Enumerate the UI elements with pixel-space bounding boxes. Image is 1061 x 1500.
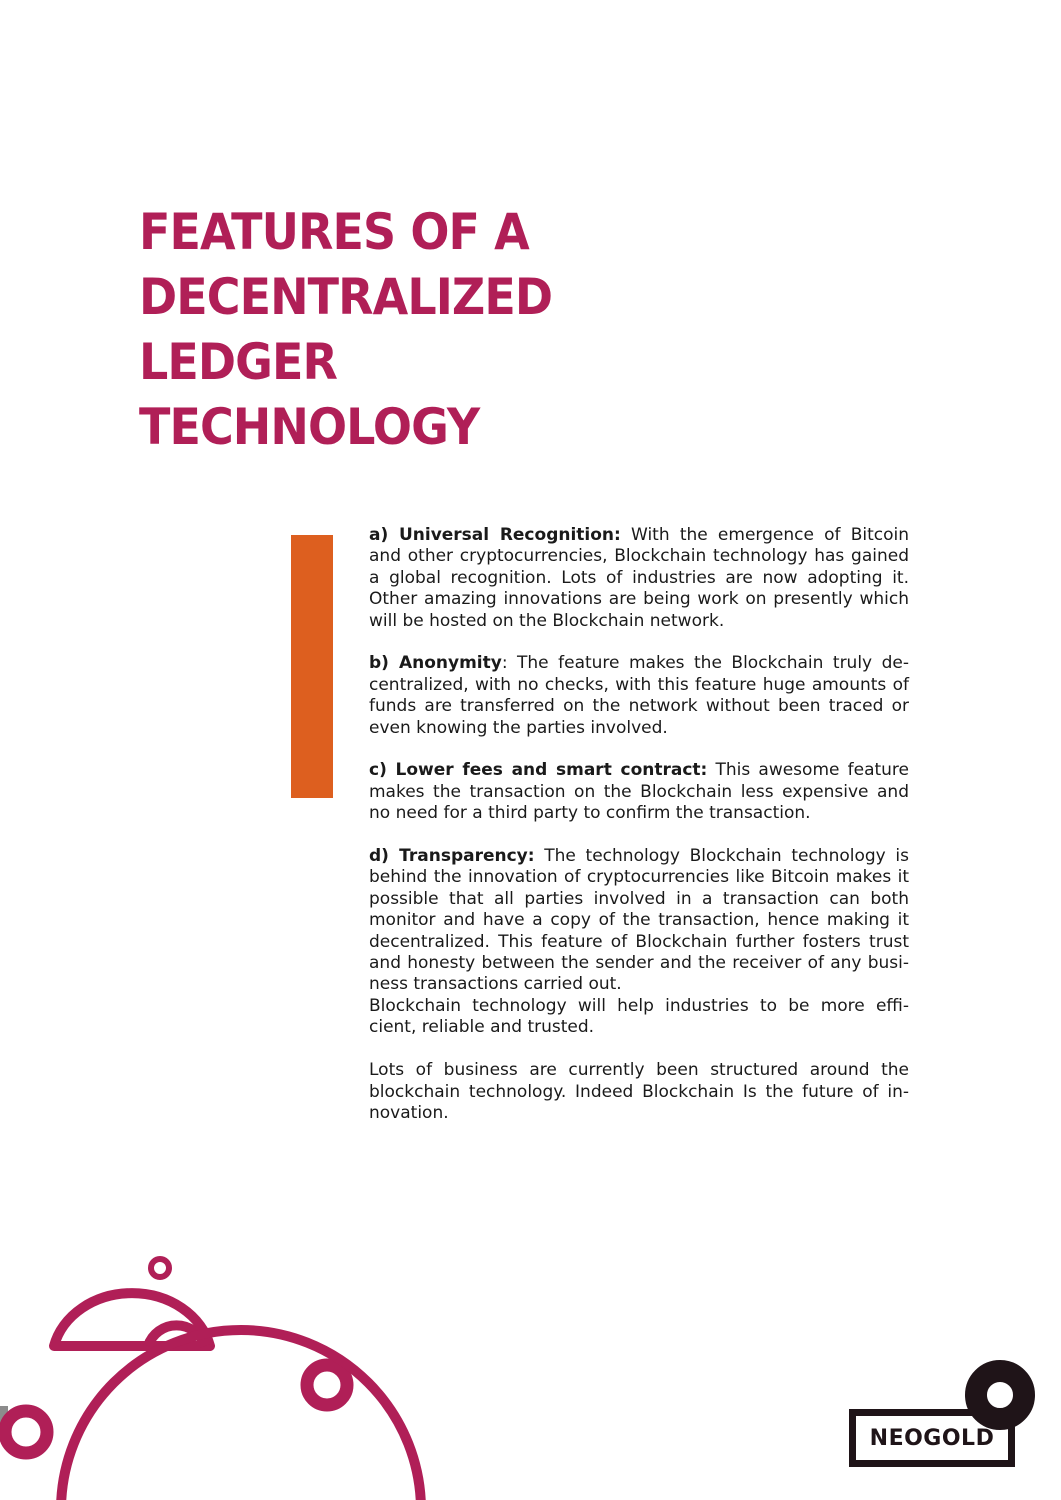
logo-ring-icon bbox=[965, 1360, 1035, 1430]
feature-lower-fees bbox=[369, 760, 909, 824]
feature-text: This awesome feature makes the transaction on the Blockchain less expensive and no need for a third party to confirm the transaction. bbox=[369, 760, 910, 824]
title-line-4: TECHNOLOGY bbox=[139, 398, 480, 456]
body-text bbox=[369, 525, 909, 1146]
ring-left bbox=[5, 1411, 47, 1453]
title-line-3: LEDGER bbox=[139, 333, 338, 391]
logo-text: NEOGOLD bbox=[869, 1425, 995, 1451]
small-ring-top bbox=[151, 1259, 169, 1277]
feature-universal-recognition bbox=[369, 525, 909, 632]
decorative-circles bbox=[0, 1240, 460, 1500]
ring-right bbox=[307, 1365, 347, 1405]
large-arc bbox=[61, 1330, 421, 1500]
feature-text: The technology Blockchain technology is behind the innovation of cryptocurrencies like Bitcoin makes it possible that all parties involved in a transaction can both monitor and have a copy of the transaction, hence making it decentralized. This feature of Blockchain further fosters trust and honesty between the sender and the receiver of any busi-ness transactions carried out. bbox=[369, 846, 909, 995]
feature-transparency bbox=[369, 846, 909, 996]
feature-lead: c) Lower fees and smart contract: bbox=[369, 760, 708, 781]
closing-paragraph-2: Lots of business are currently been structured around the blockchain technology. Indeed Blockchain Is the future of in-novation. bbox=[369, 1060, 909, 1123]
title-line-1: FEATURES OF A bbox=[139, 203, 529, 261]
feature-text: With the emergence of Bitcoin and other cryptocurrencies, Blockchain technology has gained a global recognition. Lots of industries are now adopting it. Other amazing innovations are being work on presently which will be hosted on the Blockchain network. bbox=[369, 525, 909, 631]
feature-lead: b) Anonymity bbox=[369, 653, 502, 674]
accent-bar bbox=[291, 535, 333, 798]
closing-paragraph-1: Blockchain technology will help industries to be more effi-cient, reliable and trusted. bbox=[369, 995, 909, 1038]
logo bbox=[840, 1360, 1040, 1480]
page-title bbox=[139, 200, 617, 460]
feature-anonymity bbox=[369, 653, 909, 739]
title-line-2: DECENTRALIZED bbox=[139, 268, 553, 326]
feature-lead: a) Universal Recognition: bbox=[369, 525, 621, 545]
feature-text: : The feature makes the Blockchain truly de-centralized, with no checks, with this feature huge amounts of funds are transferred on the network without been traced or even knowing the parties involved. bbox=[369, 653, 909, 738]
feature-lead: d) Transparency: bbox=[369, 846, 535, 867]
